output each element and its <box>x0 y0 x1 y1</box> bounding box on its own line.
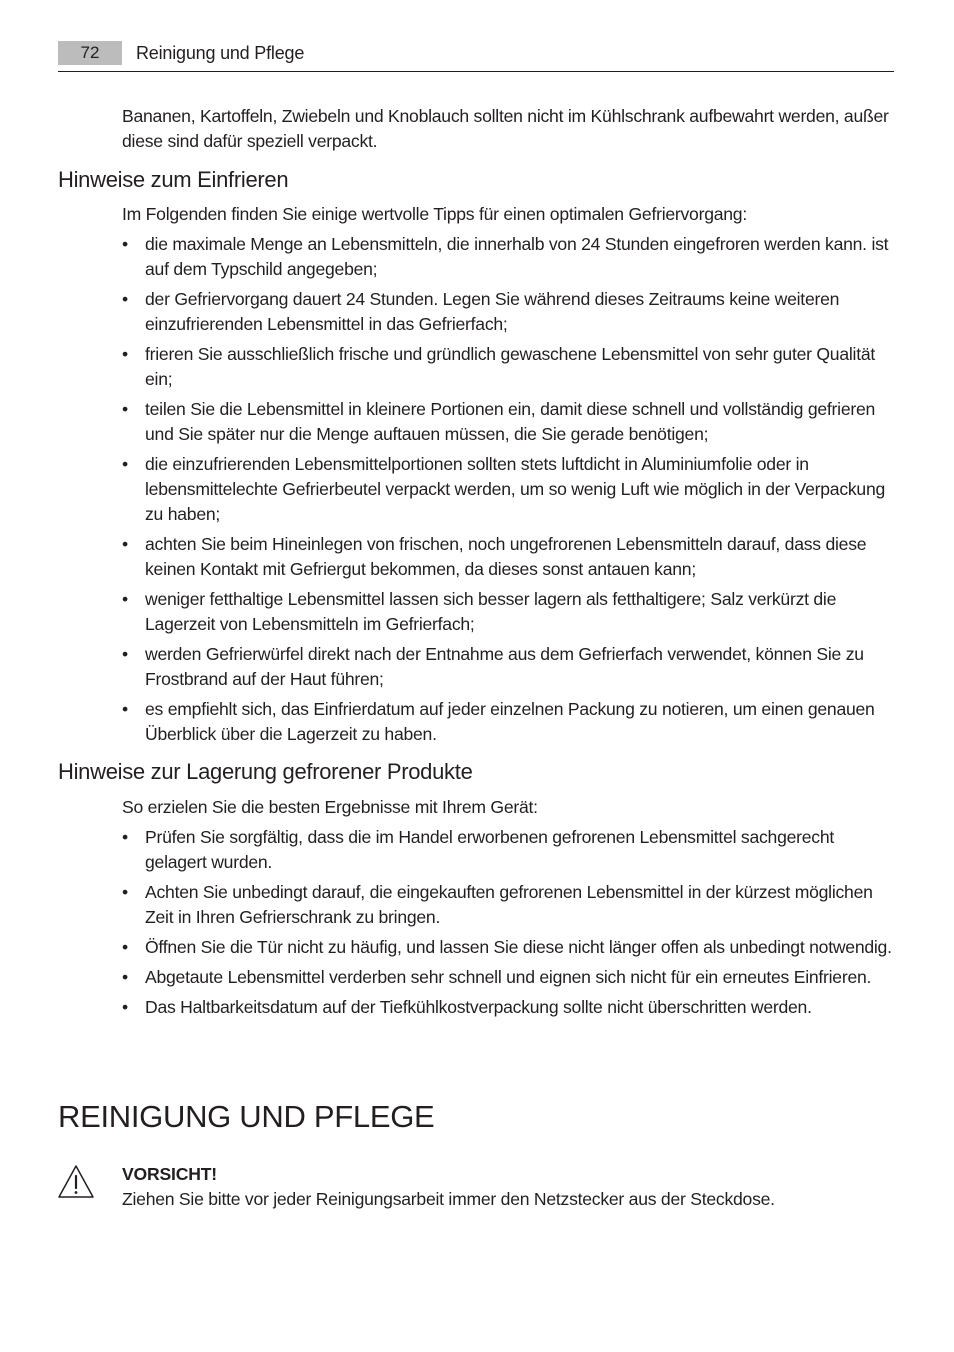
list-item <box>122 965 896 990</box>
bullet-icon: • <box>122 827 128 847</box>
list-item-text: frieren Sie ausschließlich frische und gründlich gewaschene Lebensmittel von sehr guter Qualität ein; <box>145 344 876 389</box>
list-item <box>122 995 896 1020</box>
list-item-text: Prüfen Sie sorgfältig, dass die im Handel erworbenen gefrorenen Lebensmittel sachgerecht gelagert wurden. <box>145 827 835 872</box>
freezing-heading: Hinweise zum Einfrieren <box>58 167 289 192</box>
bullet-icon: • <box>122 289 128 309</box>
storage-heading: Hinweise zur Lagerung gefrorener Produkte <box>58 759 473 784</box>
bullet-icon: • <box>122 589 128 609</box>
warning-triangle-icon <box>57 1164 95 1200</box>
list-item <box>122 697 896 747</box>
intro-paragraph: Bananen, Kartoffeln, Zwiebeln und Knoblauch sollten nicht im Kühlschrank aufbewahrt werden, außer diese sind dafür speziell verpackt. <box>122 106 889 151</box>
list-item <box>122 232 896 282</box>
storage-lead: So erzielen Sie die besten Ergebnisse mit Ihrem Gerät: <box>122 797 538 817</box>
list-item <box>122 342 896 392</box>
list-item <box>122 880 896 930</box>
list-item <box>122 935 896 960</box>
bullet-icon: • <box>122 399 128 419</box>
bullet-icon: • <box>122 344 128 364</box>
list-item <box>122 397 896 447</box>
page-number: 72 <box>58 41 122 65</box>
bullet-icon: • <box>122 454 128 474</box>
bullet-icon: • <box>122 234 128 254</box>
list-item <box>122 452 896 527</box>
list-item-text: Achten Sie unbedingt darauf, die eingekauften gefrorenen Lebensmittel in der kürzest möglichen Zeit in Ihren Gefrierschrank zu bringen. <box>145 882 873 927</box>
list-item-text: der Gefriervorgang dauert 24 Stunden. Legen Sie während dieses Zeitraums keine weiteren einzufrierenden Lebensmittel in das Gefrierfach; <box>145 289 840 334</box>
list-item-text: die einzufrierenden Lebensmittelportionen sollten stets luftdicht in Aluminiumfolie oder in lebensmittelechte Gefrierbeutel verpackt werden, um so wenig Luft wie möglich in der Verpackung zu haben; <box>145 454 886 524</box>
list-item-text: achten Sie beim Hineinlegen von frischen, noch ungefrorenen Lebensmitteln darauf, dass diese keinen Kontakt mit Gefriergut bekommen, da dieses sonst antauen kann; <box>145 534 867 579</box>
list-item <box>122 642 896 692</box>
list-item-text: teilen Sie die Lebensmittel in kleinere Portionen ein, damit diese schnell und vollständig gefrieren und Sie später nur die Menge auftauen müssen, die Sie gerade benötigen; <box>145 399 876 444</box>
bullet-icon: • <box>122 937 128 957</box>
list-item <box>122 532 896 582</box>
bullet-icon: • <box>122 644 128 664</box>
bullet-icon: • <box>122 534 128 554</box>
freezing-tips-list <box>122 232 896 752</box>
bullet-icon: • <box>122 699 128 719</box>
list-item <box>122 825 896 875</box>
list-item-text: weniger fetthaltige Lebensmittel lassen sich besser lagern als fetthaltigere; Salz verkürzt die Lagerzeit von Lebensmitteln im Gefrierfach; <box>145 589 837 634</box>
cleaning-heading: REINIGUNG UND PFLEGE <box>58 1099 435 1134</box>
list-item-text: die maximale Menge an Lebensmitteln, die innerhalb von 24 Stunden eingefroren werden kann. ist auf dem Typschild angegeben; <box>145 234 889 279</box>
bullet-icon: • <box>122 967 128 987</box>
warning-title: VORSICHT! <box>122 1164 217 1184</box>
storage-tips-list <box>122 825 896 1025</box>
warning-text: Ziehen Sie bitte vor jeder Reinigungsarbeit immer den Netzstecker aus der Steckdose. <box>122 1189 775 1209</box>
header-title: Reinigung und Pflege <box>136 43 305 63</box>
page-header <box>58 38 894 72</box>
list-item-text: es empfiehlt sich, das Einfrierdatum auf jeder einzelnen Packung zu notieren, um einen genauen Überblick über die Lagerzeit zu haben. <box>145 699 875 744</box>
list-item-text: Abgetaute Lebensmittel verderben sehr schnell und eignen sich nicht für ein erneutes Einfrieren. <box>145 967 872 987</box>
list-item-text: Das Haltbarkeitsdatum auf der Tiefkühlkostverpackung sollte nicht überschritten werden. <box>145 997 812 1017</box>
bullet-icon: • <box>122 882 128 902</box>
list-item <box>122 287 896 337</box>
bullet-icon: • <box>122 997 128 1017</box>
list-item <box>122 587 896 637</box>
list-item-text: Öffnen Sie die Tür nicht zu häufig, und lassen Sie diese nicht länger offen als unbedingt notwendig. <box>145 937 892 957</box>
freezing-lead: Im Folgenden finden Sie einige wertvolle Tipps für einen optimalen Gefriervorgang: <box>122 204 747 224</box>
list-item-text: werden Gefrierwürfel direkt nach der Entnahme aus dem Gefrierfach verwendet, können Sie zu Frostbrand auf der Haut führen; <box>145 644 864 689</box>
